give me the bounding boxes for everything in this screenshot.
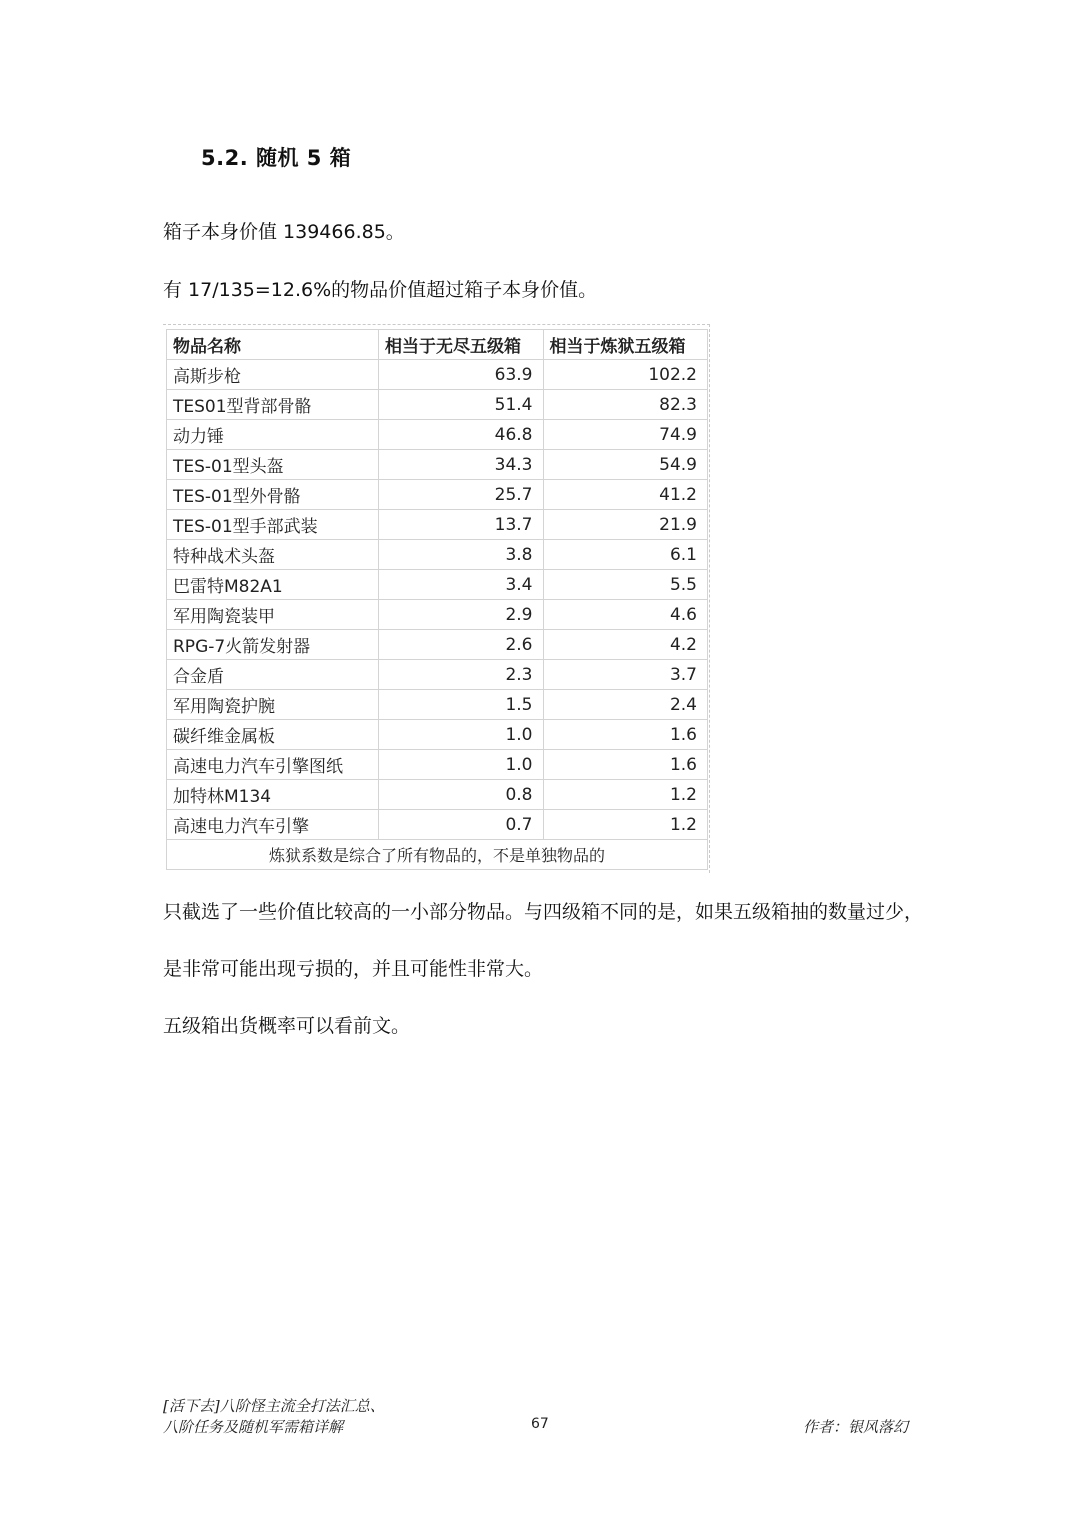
item-name-cell: 巴雷特M82A1 (167, 570, 379, 600)
table-row (167, 780, 708, 810)
purgatory-value-cell: 1.6 (543, 750, 708, 780)
endless-value-cell: 2.3 (379, 660, 543, 690)
purgatory-value-cell: 82.3 (543, 390, 708, 420)
purgatory-value-cell: 1.2 (543, 810, 708, 840)
purgatory-value-cell: 2.4 (543, 690, 708, 720)
purgatory-value-cell: 102.2 (543, 360, 708, 390)
item-name-cell: TES01型背部骨骼 (167, 390, 379, 420)
endless-value-cell: 13.7 (379, 510, 543, 540)
table-row (167, 810, 708, 840)
table-row (167, 750, 708, 780)
table-row (167, 690, 708, 720)
endless-value-cell: 51.4 (379, 390, 543, 420)
table-row (167, 390, 708, 420)
purgatory-value-cell: 21.9 (543, 510, 708, 540)
box-value-text: 箱子本身价值 139466.85。 (163, 221, 405, 243)
col-header-endless: 相当于无尽五级箱 (379, 330, 543, 360)
table-header-row (167, 330, 708, 360)
item-name-cell: 动力锤 (167, 420, 379, 450)
item-name-cell: 合金盾 (167, 660, 379, 690)
table-row (167, 540, 708, 570)
table-row (167, 450, 708, 480)
endless-value-cell: 0.7 (379, 810, 543, 840)
col-header-purgatory: 相当于炼狱五级箱 (543, 330, 708, 360)
endless-value-cell: 1.0 (379, 720, 543, 750)
endless-value-cell: 3.4 (379, 570, 543, 600)
footer-title-line-2: 八阶任务及随机军需箱详解 (163, 1418, 344, 1436)
note-line-3: 五级箱出货概率可以看前文。 (163, 1015, 411, 1037)
ratio-text: 有 17/135=12.6%的物品价值超过箱子本身价值。 (163, 279, 598, 301)
purgatory-value-cell: 41.2 (543, 480, 708, 510)
item-name-cell: TES-01型头盔 (167, 450, 379, 480)
note-line-1: 只截选了一些价值比较高的一小部分物品。与四级箱不同的是，如果五级箱抽的数量过少， (163, 901, 924, 923)
footer-title-line-1: [活下去]八阶怪主流全打法汇总、 (163, 1397, 385, 1415)
endless-value-cell: 63.9 (379, 360, 543, 390)
endless-value-cell: 1.0 (379, 750, 543, 780)
item-name-cell: 高速电力汽车引擎 (167, 810, 379, 840)
purgatory-value-cell: 4.2 (543, 630, 708, 660)
endless-value-cell: 1.5 (379, 690, 543, 720)
table-row (167, 360, 708, 390)
table-footnote: 炼狱系数是综合了所有物品的，不是单独物品的 (167, 840, 708, 870)
endless-value-cell: 2.9 (379, 600, 543, 630)
endless-value-cell: 2.6 (379, 630, 543, 660)
item-name-cell: TES-01型外骨骼 (167, 480, 379, 510)
table-row (167, 420, 708, 450)
item-name-cell: 加特林M134 (167, 780, 379, 810)
value-table-image (163, 324, 710, 873)
purgatory-value-cell: 1.2 (543, 780, 708, 810)
footer-author: 作者：银风落幻 (803, 1418, 909, 1436)
purgatory-value-cell: 3.7 (543, 660, 708, 690)
value-table (166, 329, 708, 870)
note-line-2: 是非常可能出现亏损的，并且可能性非常大。 (163, 958, 544, 980)
purgatory-value-cell: 1.6 (543, 720, 708, 750)
item-name-cell: 高斯步枪 (167, 360, 379, 390)
table-row (167, 480, 708, 510)
endless-value-cell: 46.8 (379, 420, 543, 450)
item-name-cell: RPG-7火箭发射器 (167, 630, 379, 660)
section-heading: 5.2. 随机 5 箱 (201, 146, 352, 170)
table-row (167, 600, 708, 630)
item-name-cell: 高速电力汽车引擎图纸 (167, 750, 379, 780)
item-name-cell: TES-01型手部武装 (167, 510, 379, 540)
table-row (167, 630, 708, 660)
endless-value-cell: 3.8 (379, 540, 543, 570)
endless-value-cell: 0.8 (379, 780, 543, 810)
purgatory-value-cell: 5.5 (543, 570, 708, 600)
purgatory-value-cell: 74.9 (543, 420, 708, 450)
purgatory-value-cell: 6.1 (543, 540, 708, 570)
endless-value-cell: 34.3 (379, 450, 543, 480)
col-header-item: 物品名称 (167, 330, 379, 360)
purgatory-value-cell: 4.6 (543, 600, 708, 630)
item-name-cell: 军用陶瓷装甲 (167, 600, 379, 630)
endless-value-cell: 25.7 (379, 480, 543, 510)
item-name-cell: 碳纤维金属板 (167, 720, 379, 750)
page-number: 67 (531, 1416, 549, 1432)
table-row (167, 570, 708, 600)
item-name-cell: 军用陶瓷护腕 (167, 690, 379, 720)
table-row (167, 660, 708, 690)
item-name-cell: 特种战术头盔 (167, 540, 379, 570)
table-row (167, 720, 708, 750)
purgatory-value-cell: 54.9 (543, 450, 708, 480)
footer-title (163, 1396, 385, 1438)
table-row (167, 510, 708, 540)
table-footnote-row (167, 840, 708, 870)
